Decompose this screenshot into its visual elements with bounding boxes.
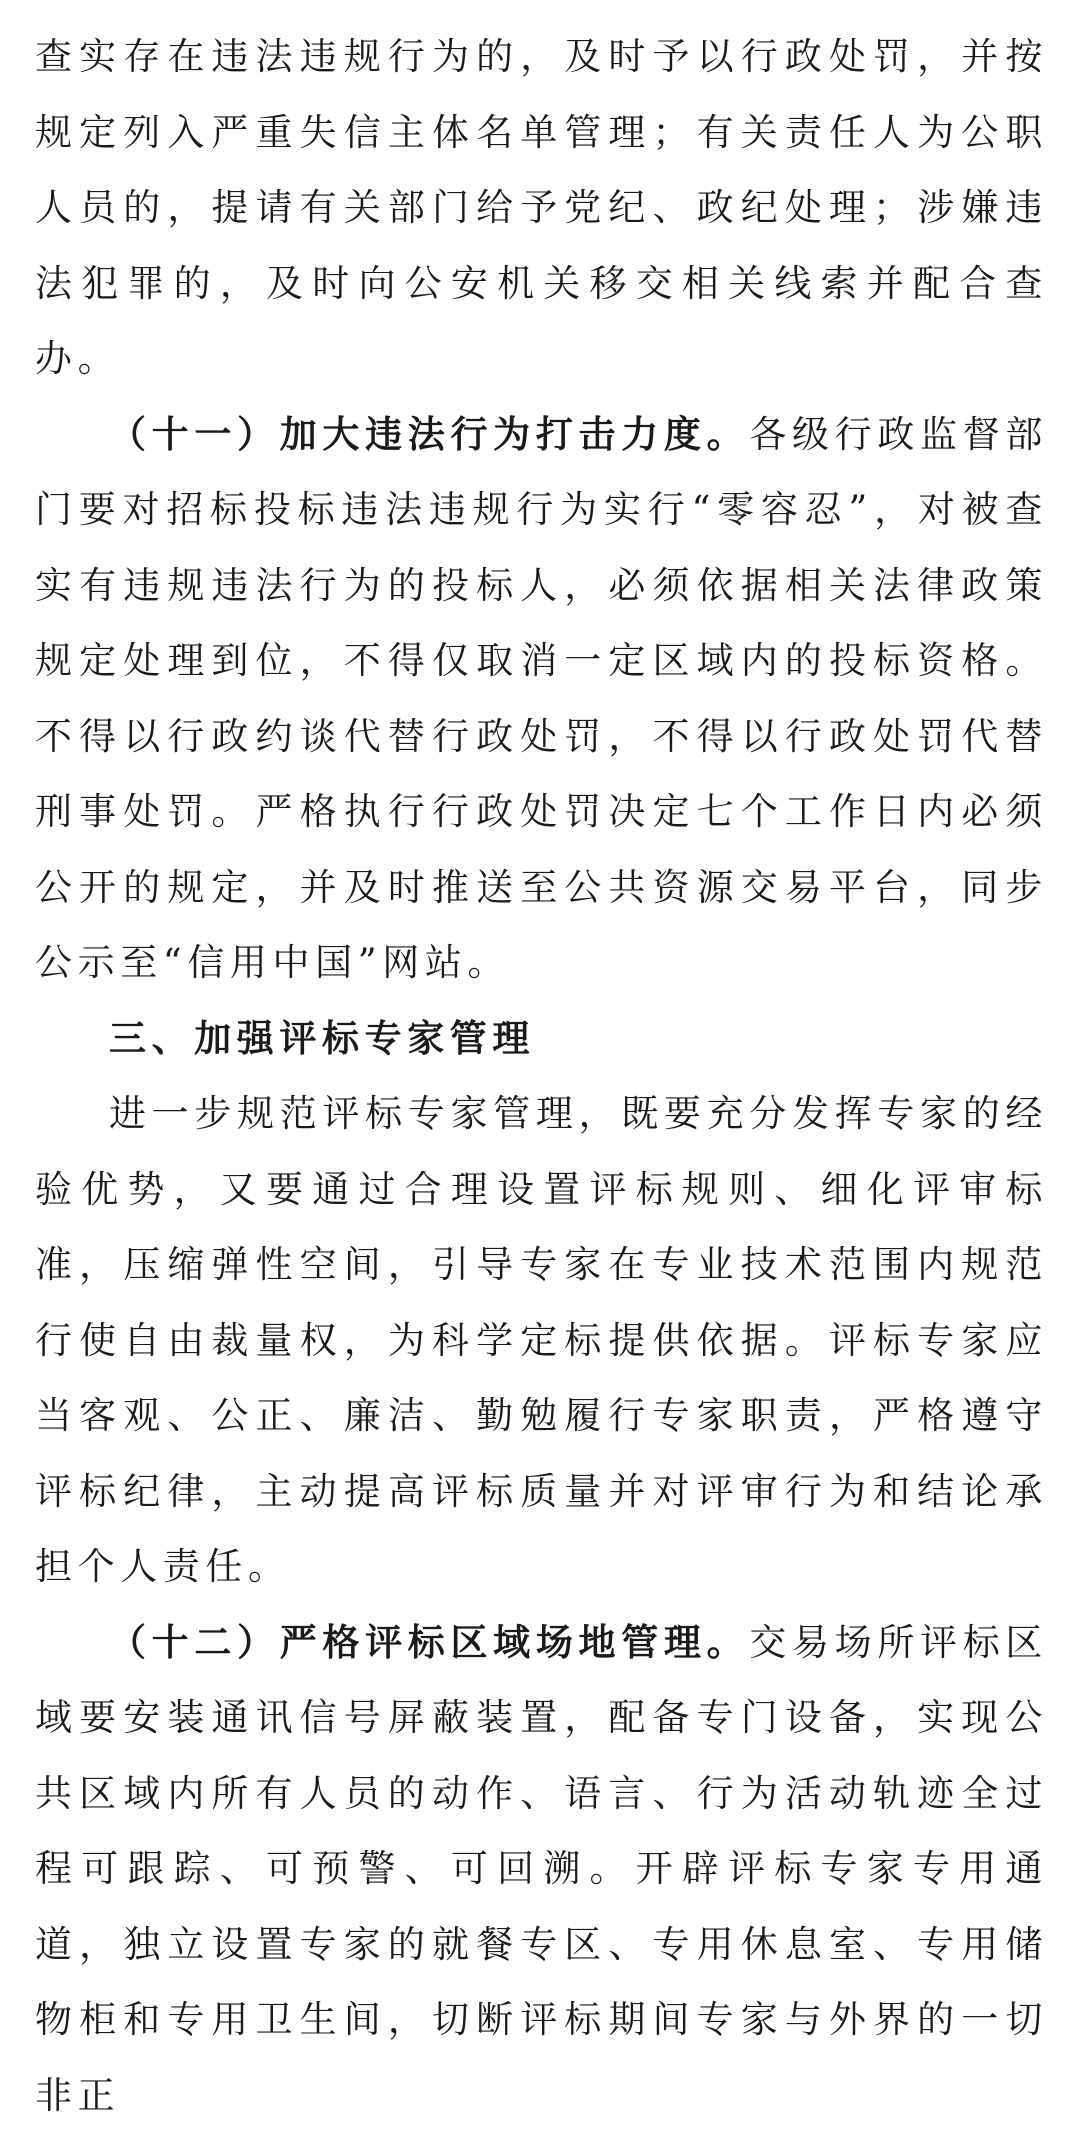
item-11-paragraph (35, 397, 1048, 1001)
paragraph-continuation (35, 19, 1048, 397)
paragraph-continuation-text: 查实存在违法违规行为的，及时予以行政处罚，并按规定列入严重失信主体名单管理；有关责任人为公职人员的，提请有关部门给予党纪、政纪处理；涉嫌违法犯罪的，及时向公安机关移交相关线索并配合查办。 (35, 35, 1048, 380)
item-11-title: （十一）加大违法行为打击力度。 (109, 413, 749, 456)
item-11-body: 各级行政监督部门要对招标投标违法违规行为实行“零容忍”，对被查实有违规违法行为的投标人，必须依据相关法律政策规定处理到位，不得仅取消一定区域内的投标资格。不得以行政约谈代替行政处罚，不得以行政处罚代替刑事处罚。严格执行行政处罚决定七个工作日内必须公开的规定，并及时推送至公共资源交易平台，同步公示至“信用中国”网站。 (35, 413, 1048, 985)
item-12-body: 交易场所评标区域要安装通讯信号屏蔽装置，配备专门设备，实现公共区域内所有人员的动作、语言、行为活动轨迹全过程可跟踪、可预警、可回溯。开辟评标专家专用通道，独立设置专家的就餐专区、专用休息室、专用储物柜和专用卫生间，切断评标期间专家与外界的一切非正 (35, 1621, 1048, 2117)
section-3-intro-text: 进一步规范评标专家管理，既要充分发挥专家的经验优势，又要通过合理设置评标规则、细化评审标准，压缩弹性空间，引导专家在专业技术范围内规范行使自由裁量权，为科学定标提供依据。评标专家应当客观、公正、廉洁、勤勉履行专家职责，严格遵守评标纪律，主动提高评标质量并对评审行为和结论承担个人责任。 (35, 1092, 1048, 1588)
item-12-title: （十二）严格评标区域场地管理。 (109, 1621, 749, 1664)
section-3-heading: 三、加强评标专家管理 (35, 1001, 1048, 1077)
item-12-paragraph (35, 1605, 1048, 2133)
section-3-intro (35, 1076, 1048, 1605)
